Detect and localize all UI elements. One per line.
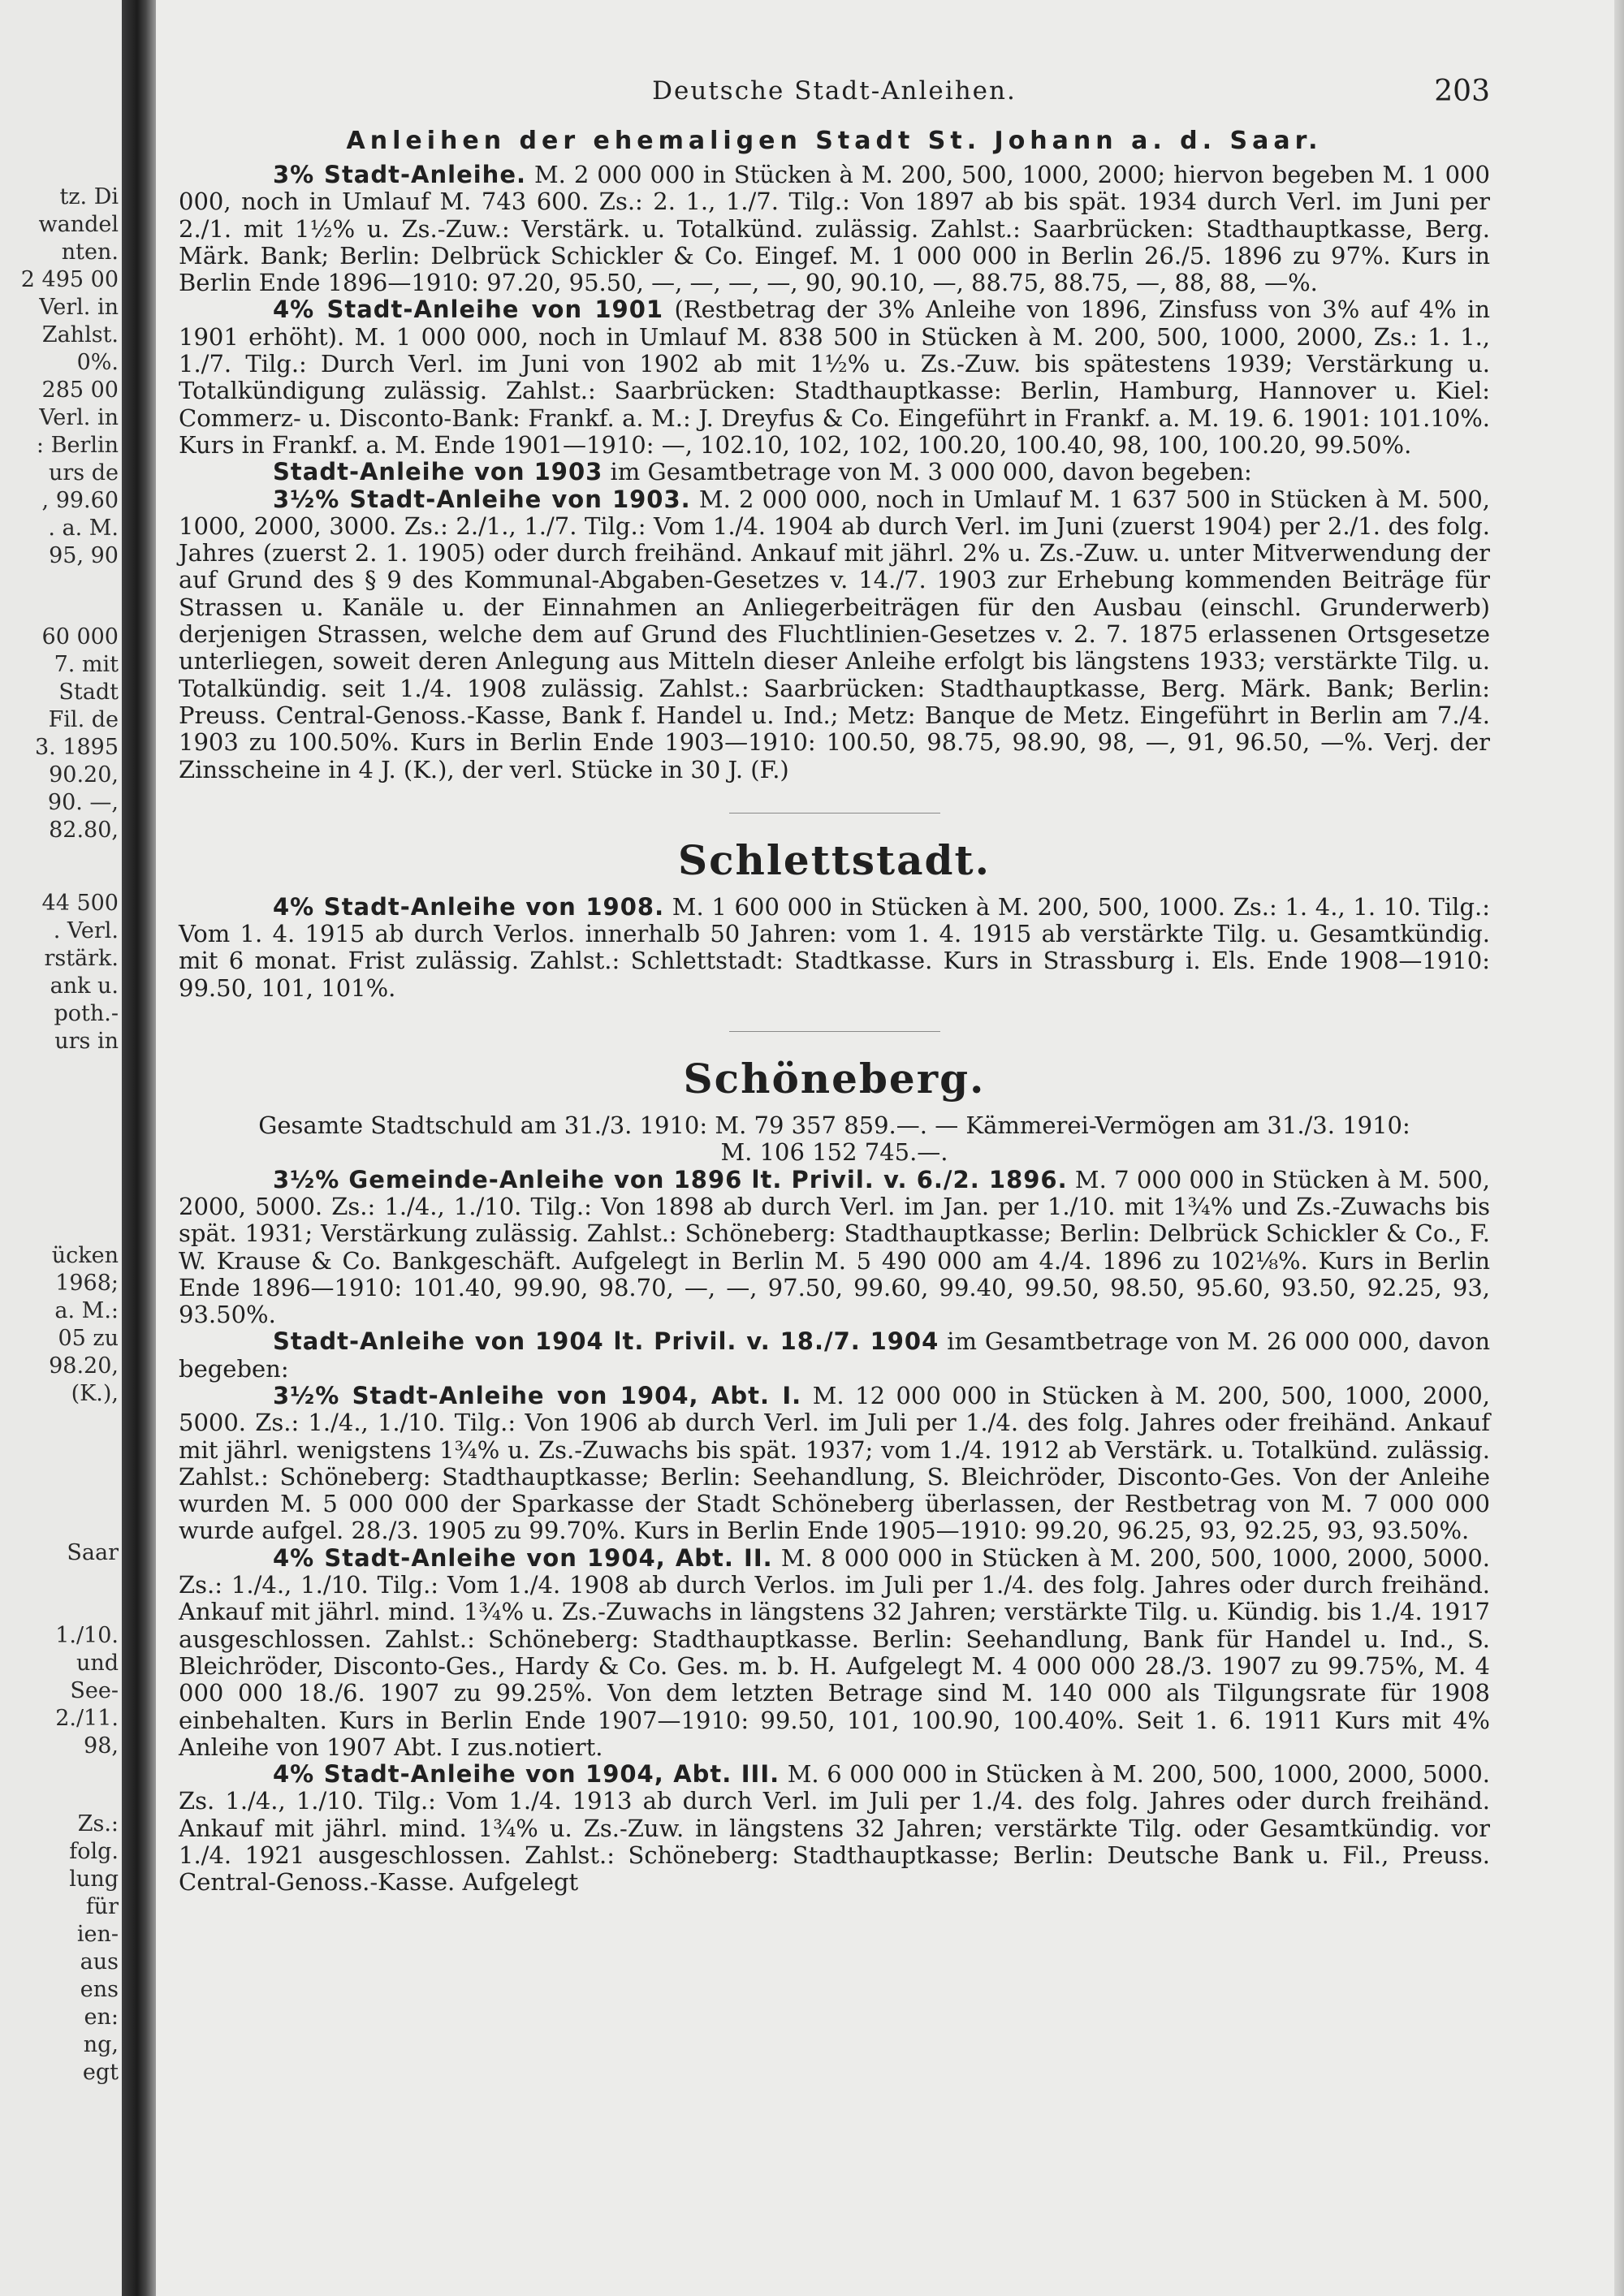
loan-text: im Gesamtbetrage von M. 3 000 000, davon begeben: [603,458,1252,486]
left-page-line: aus [80,1949,119,1974]
loan-title: 3½% Stadt-Anleihe von 1904, Abt. I. [273,1381,802,1409]
left-page-line: urs de [49,460,119,486]
left-page-line: Fil. de [48,707,119,732]
city-heading-schlettstadt: Schlettstadt. [677,835,991,884]
left-page-line: folg. [69,1839,119,1864]
running-title: Deutsche Stadt-Anleihen. [652,76,1017,106]
loan-title: 3½% Gemeinde-Anleihe von 1896 lt. Privil. v. 6./2. 1896. [273,1165,1068,1193]
left-page-line: 98, [84,1733,119,1759]
book-gutter [122,0,156,2296]
left-page-line: en: [84,2005,119,2030]
loan-text: (Restbetrag der 3% Anleihe von 1896, Zinsfuss von 3% auf 4% in 1901 erhöht). M. 1 000 000, noch in Umlauf M. 838 500 in Stücken à M. 200, 500, 1000, 2000, Zs.: 1. 1., 1./7. Tilg.: Durch Verl. im Juni von 1902 ab mit 1½% u. Zs.-Zuw. bis spätestens 1939; Verstärkung u. Totalkündigung zulässig. Zahlst.: Saarbrücken: Stadthauptkasse: Berlin, Hamburg, Hannover u. Kiel: Commerz- u. Disconto-Bank: Frankf. a. M.: J. Dreyfus & Co. Eingeführt in Frankf. a. M. 19. 6. 1901: 101.10%. Kurs in Frankf. a. M. Ende 1901—1910: —, 102.10, 102, 102, 100.20, 100.40, 98, 100, 100.20, 99.50%. [179,296,1491,459]
left-page-line: Verl. in [39,405,119,430]
loan-title: 4% Stadt-Anleihe von 1901 [273,296,664,324]
paragraph-stadt-anleihe-1904-abt-3 [179,1761,1490,1896]
left-page-line: See- [70,1678,119,1703]
left-page-line: 05 zu [58,1326,119,1351]
paragraph-stadt-anleihe-1903 [179,459,1490,486]
left-page-line: 1968; [55,1271,119,1296]
left-page-fragment [0,0,122,2296]
left-page-line: 82.80, [49,818,119,843]
left-page-line: ng, [83,2032,119,2057]
left-page-line: ücken [51,1243,119,1268]
left-page-line: 7. mit [54,652,119,677]
loan-title: Stadt-Anleihe von 1904 lt. Privil. v. 18./7. 1904 [273,1327,939,1356]
left-page-line: 60 000 [41,624,119,650]
left-page-line: : Berlin [36,433,119,458]
left-page-line: . Verl. [53,918,119,943]
left-page-line: 90. —, [47,790,119,815]
left-page-line: 98.20, [49,1353,119,1379]
paragraph-3pct-stadt-anleihe [179,162,1490,296]
left-page-line: ien- [76,1922,119,1947]
page-edge [1614,0,1624,2296]
left-page-line: 285 00 [41,378,119,403]
left-page-line: und [76,1651,119,1676]
left-page-line: 90.20, [49,762,119,788]
left-page-line: Verl. in [39,295,119,320]
paragraph-4pct-stadt-anleihe-1908 [179,894,1490,1002]
loan-text: M. 1 600 000 in Stücken à M. 200, 500, 1000. Zs.: 1. 4., 1. 10. Tilg.: Vom 1. 4. 1915 ab durch Verlos. innerhalb 50 Jahren: vom 1. 4. 1915 ab verstärkte Tilg. u. Gesamtkündig. mit 6 monat. Frist zulässig. Zahlst.: Schlettstadt: Stadtkasse. Kurs in Strassburg i. Els. Ende 1908—1910: 99.50, 101, 101%. [179,892,1490,1002]
left-page-line: 44 500 [41,891,119,916]
left-page-line: ank u. [50,973,119,999]
loan-title: Stadt-Anleihe von 1903 [273,458,603,486]
running-head [179,71,1490,122]
loan-text: M. 12 000 000 in Stücken à M. 200, 500, 1000, 2000, 5000. Zs.: 1./4., 1./10. Tilg.: Von 1906 ab durch Verl. im Juli per 1./4. des folg. Jahres oder freihänd. Ankauf mit jährl. wenigstens 1¾% u. Zs.-Zuwachs bis spät. 1937; vom 1./4. 1912 ab Verstärk. u. Totalkünd. zulässig. Zahlst.: Schöneberg: Stadthauptkasse; Berlin: Seehandlung, S. Bleichröder, Disconto-Ges. Von der Anleihe wurden M. 5 000 000 der Sparkasse der Stadt Schöneberg überlassen, der Restbetrag von M. 7 000 000 wurde aufgel. 28./3. 1905 zu 99.70%. Kurs in Berlin Ende 1905—1910: 99.20, 96.25, 93, 92.25, 93, 93.50%. [179,1381,1490,1545]
loan-title: 4% Stadt-Anleihe von 1904, Abt. III. [273,1760,780,1789]
loan-text: im Gesamtbetrage von M. 26 000 000, davon begeben: [179,1327,1490,1383]
left-page-line: Stadt [58,680,119,705]
total-debt-line-cont: M. 106 152 745.—. [720,1138,948,1167]
loan-text: M. 7 000 000 in Stücken à M. 500, 2000, 5000. Zs.: 1./4., 1./10. Tilg.: Von 1898 ab durch Verl. im Jan. per 1./10. mit 1¾% und Zs.-Zuwachs bis spät. 1931; Verstärkung zulässig. Zahlst.: Schöneberg: Stadthauptkasse; Berlin: Delbrück Schickler & Co., F. W. Krause & Co. Bankgeschäft. Aufgelegt in Berlin M. 5 490 000 am 4./4. 1896 zu 102⅛%. Kurs in Berlin Ende 1896—1910: 101.40, 99.90, 98.70, —, —, 97.50, 99.60, 99.40, 99.50, 98.50, 95.60, 93.50, 92.25, 93, 93.50%. [179,1165,1490,1329]
loan-text: M. 2 000 000, noch in Umlauf M. 1 637 500 in Stücken à M. 500, 1000, 2000, 3000. Zs.: 2./1., 1./7. Tilg.: Vom 1./4. 1904 ab durch Verl. im Juni (zuerst 1904) per 2./1. des folg. Jahres (zuerst 2. 1. 1905) oder durch freihänd. Ankauf mit jährl. 2% u. Zs.-Zuw. u. unter Mitverwendung der auf Grund des § 9 des Kommunal-Abgaben-Gesetzes v. 14./7. 1903 zur Erhebung kommenden Beiträge für Strassen u. Kanäle u. der Einnahmen an Anliegerbeiträgen für den Ausbau (einschl. Grunderwerb) derjenigen Strassen, welche dem auf Grund des Fluchtlinien-Gesetzes v. 2. 7. 1875 erlassenen Ortsgesetze unterliegen, soweit deren Anlegung aus Mitteln dieser Anleihe erfolgt bis längstens 1933; verstärkte Tilg. u. Totalkündig. seit 1./4. 1908 zulässig. Zahlst.: Saarbrücken: Stadthauptkasse, Berg. Märk. Bank; Berlin: Preuss. Central-Genoss.-Kasse, Bank f. Handel u. Ind.; Metz: Banque de Metz. Eingeführt in Berlin am 7./4. 1903 zu 100.50%. Kurs in Berlin Ende 1903—1910: 100.50, 98.75, 98.90, 98, —, 91, 96.50, —%. Verj. der Zinsscheine in 4 J. (K.), der verl. Stücke in 30 J. (F.) [179,485,1490,783]
left-page-line: nten. [61,240,119,265]
left-page-line: Saar [67,1540,119,1565]
left-page-line: 95, 90 [49,543,119,568]
paragraph-stadt-anleihe-1904 [179,1328,1490,1383]
total-debt-line: Gesamte Stadtschuld am 31./3. 1910: M. 79 357 859.—. — Kämmerei-Vermögen am 31./3. 1910: [258,1111,1410,1140]
section-heading-st-johann: Anleihen der ehemaligen Stadt St. Johann a. d. Saar. [346,127,1323,155]
city-heading-schoeneberg: Schöneberg. [683,1055,986,1103]
left-page-line: Zs.: [77,1811,119,1836]
loan-text: M. 6 000 000 in Stücken à M. 200, 500, 1000, 2000, 5000. Zs. 1./4., 1./10. Tilg.: Vom 1./4. 1913 ab durch Verl. im Juli per 1./4. des folg. Jahres oder durch freihänd. Ankauf mit jährl. mind. 1¾% u. Zs.-Zuw. in längstens 32 Jahren; verstärkte Tilg. oder Gesamtkündig. vor 1./4. 1921 ausgeschlossen. Zahlst.: Schöneberg: Stadthauptkasse; Berlin: Deutsche Bank u. Fil., Preuss. Central-Genoss.-Kasse. Aufgelegt [179,1760,1490,1897]
left-page-line: (K.), [71,1381,119,1406]
left-page-line: lung [69,1867,119,1892]
left-page-line: 2./11. [55,1706,119,1731]
left-page-line: a. M.: [54,1298,119,1323]
left-page-line: urs in [54,1029,119,1054]
loan-title: 3½% Stadt-Anleihe von 1903. [273,485,691,513]
left-page-line: . a. M. [48,516,119,541]
left-page-line: tz. Di [59,184,119,209]
loan-text: M. 8 000 000 in Stücken à M. 200, 500, 1000, 2000, 5000. Zs.: 1./4., 1./10. Tilg.: Vom 1./4. 1908 ab durch Verlos. im Juli per 1./4. des folg. Jahres oder durch freihänd. Ankauf mit jährl. mind. 1¾% u. Zs.-Zuwachs in längstens 32 Jahren; verstärkte Tilg. u. Kündig. bis 1./4. 1917 ausgeschlossen. Zahlst.: Schöneberg: Stadthauptkasse. Berlin: Seehandlung, Bank für Handel u. Ind., S. Bleichröder, Disconto-Ges., Hardy & Co. Ges. m. b. H. Aufgelegt M. 4 000 000 28./3. 1907 zu 99.75%, M. 4 000 000 18./6. 1907 zu 99.25%. Von dem letzten Betrage sind M. 140 000 als Tilgungsrate für 1908 einbehalten. Kurs in Berlin Ende 1907—1910: 99.50, 101, 100.90, 100.40%. Seit 1. 6. 1911 Kurs mit 4% Anleihe von 1907 Abt. I zus.notiert. [179,1543,1490,1761]
left-page-line: 1./10. [55,1623,119,1648]
section-divider [729,1031,940,1032]
section-divider [729,813,940,814]
loan-text: M. 2 000 000 in Stücken à M. 200, 500, 1000, 2000; hiervon begeben M. 1 000 000, noch in Umlauf M. 743 600. Zs.: 2. 1., 1./7. Tilg.: Von 1897 ab bis spät. 1934 durch Verl. im Juni per 2./1. mit 1½% u. Zs.-Zuw.: Verstärk. u. Totalkünd. zulässig. Zahlst.: Saarbrücken: Stadthauptkasse, Berg. Märk. Bank; Berlin: Delbrück Schickler & Co. Eingef. M. 1 000 000 in Berlin 26./5. 1896 zu 97%. Kurs in Berlin Ende 1896—1910: 97.20, 95.50, —, —, —, —, 90, 90.10, —, 88.75, 88.75, —, 88, 88, —%. [179,161,1490,297]
left-page-line: wandel [38,212,119,237]
page-number: 203 [1434,75,1490,108]
left-page-line: , 99.60 [41,488,119,513]
paragraph-stadt-anleihe-1904-abt-1 [179,1383,1490,1545]
paragraph-4pct-stadt-anleihe-1901 [179,296,1490,459]
page-content [179,71,1490,1897]
left-page-line: rstärk. [44,946,119,971]
loan-title: 4% Stadt-Anleihe von 1908. [273,892,665,921]
paragraph-stadt-anleihe-1904-abt-2 [179,1545,1490,1761]
left-page-line: 2 495 00 [20,267,119,292]
left-page-line: 3. 1895 [34,735,119,760]
loan-title: 3% Stadt-Anleihe. [273,161,527,188]
left-page-line: ens [80,1977,119,2002]
left-page-line: poth.- [54,1001,119,1026]
left-page-line: Zahlst. [41,322,119,347]
paragraph-gemeinde-anleihe-1896 [179,1167,1490,1329]
left-page-line: 0%. [76,350,119,375]
page [156,0,1624,2296]
left-page-line: egt [82,2060,119,2085]
left-page-line: für [85,1894,119,1919]
loan-title: 4% Stadt-Anleihe von 1904, Abt. II. [273,1543,773,1572]
paragraph-3-5pct-stadt-anleihe-1903 [179,486,1490,783]
